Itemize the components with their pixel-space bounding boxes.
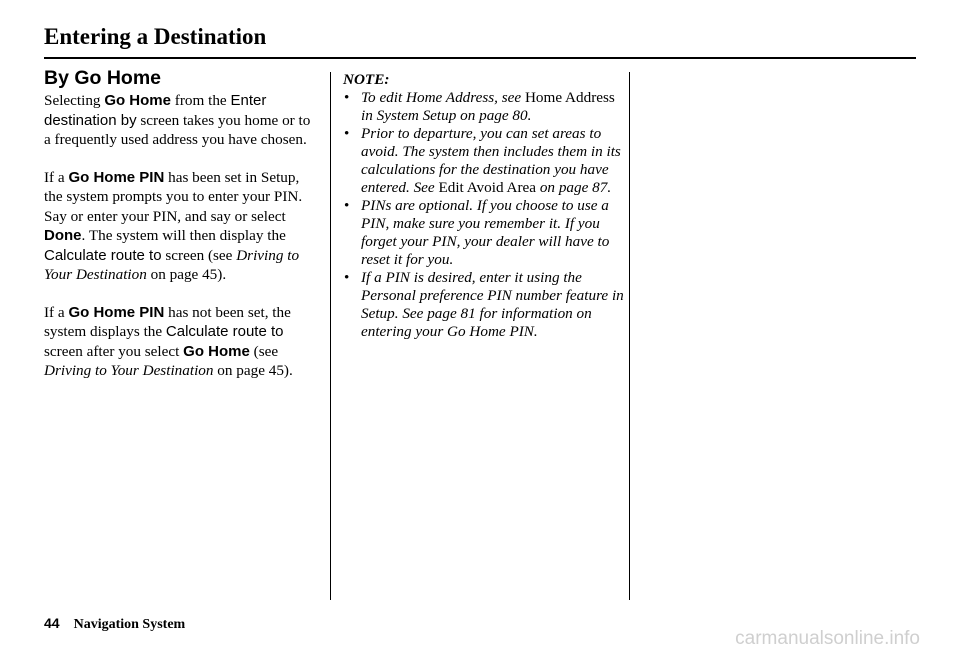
- column-divider: [629, 72, 630, 600]
- go-home-pin-term: Go Home PIN: [68, 168, 165, 186]
- text: If a: [44, 303, 69, 321]
- page-footer: [44, 615, 185, 633]
- paragraph-1: [44, 91, 319, 150]
- left-column: [44, 66, 319, 399]
- cross-reference: Edit Avoid Area: [438, 179, 537, 196]
- cross-reference: Home Address: [524, 89, 615, 106]
- title-rule: [44, 57, 916, 59]
- cross-reference: Driving to Your Destination: [44, 246, 300, 283]
- paragraph-3: [44, 303, 319, 381]
- text: To edit Home Address, see: [361, 89, 525, 106]
- note-item: [343, 197, 625, 269]
- bullet: •: [344, 197, 350, 214]
- text: screen (see: [161, 246, 237, 264]
- page-number: 44: [44, 615, 60, 631]
- text: screen takes you home or to a frequently used address you have chosen.: [44, 111, 311, 148]
- note-item: [343, 125, 625, 197]
- text: Prior to departure, you can set areas to avoid. The system then includes them in its calculations for the destination you have entered. See: [361, 125, 621, 196]
- enter-destination-screen-term: Enter destination by: [44, 92, 267, 129]
- calculate-route-term: Calculate route to: [44, 246, 162, 264]
- text: in System Setup on page 80.: [361, 107, 532, 124]
- text: . The system will then display the: [81, 227, 286, 244]
- text: PINs are optional. If you choose to use a PIN, make sure you remember it. If you forget your PIN, your dealer will have to reset it for you.: [361, 197, 610, 268]
- note-item: [343, 89, 625, 125]
- footer-label: Navigation System: [73, 617, 186, 632]
- paragraph-2: [44, 168, 319, 285]
- watermark: carmanualsonline.info: [735, 628, 920, 649]
- text: If a: [44, 168, 69, 186]
- text: (see: [249, 342, 279, 360]
- text: screen after you select: [44, 342, 184, 360]
- text: on page 45).: [146, 266, 227, 283]
- text: from the: [171, 92, 231, 109]
- calculate-route-term: Calculate route to: [165, 323, 284, 340]
- cross-reference: Driving to Your Destination: [44, 362, 214, 379]
- note-item: [343, 269, 625, 341]
- notes-list: [343, 89, 625, 341]
- done-term: Done: [44, 227, 82, 244]
- text: on page 87.: [536, 179, 612, 196]
- notes-column: [343, 70, 625, 341]
- column-divider: [330, 72, 331, 600]
- page-title: Entering a Destination: [44, 24, 267, 49]
- go-home-pin-term: Go Home PIN: [68, 303, 165, 321]
- text: on page 45).: [213, 362, 293, 379]
- go-home-term: Go Home: [104, 92, 171, 109]
- section-heading: By Go Home: [44, 67, 162, 89]
- bullet: •: [344, 125, 350, 142]
- bullet: •: [344, 269, 350, 286]
- text: If a PIN is desired, enter it using the Personal preference PIN number feature in Setup. See page 81 for information on entering your Go Home PIN.: [361, 269, 624, 340]
- bullet: •: [344, 89, 350, 106]
- note-heading: NOTE:: [343, 71, 390, 88]
- text: Selecting: [44, 92, 105, 109]
- text: has been set in Setup, the system prompts you to enter your PIN. Say or enter your PIN, and say or select: [44, 168, 303, 225]
- text: has not been set, the system displays the: [44, 303, 291, 340]
- go-home-term: Go Home: [183, 342, 250, 360]
